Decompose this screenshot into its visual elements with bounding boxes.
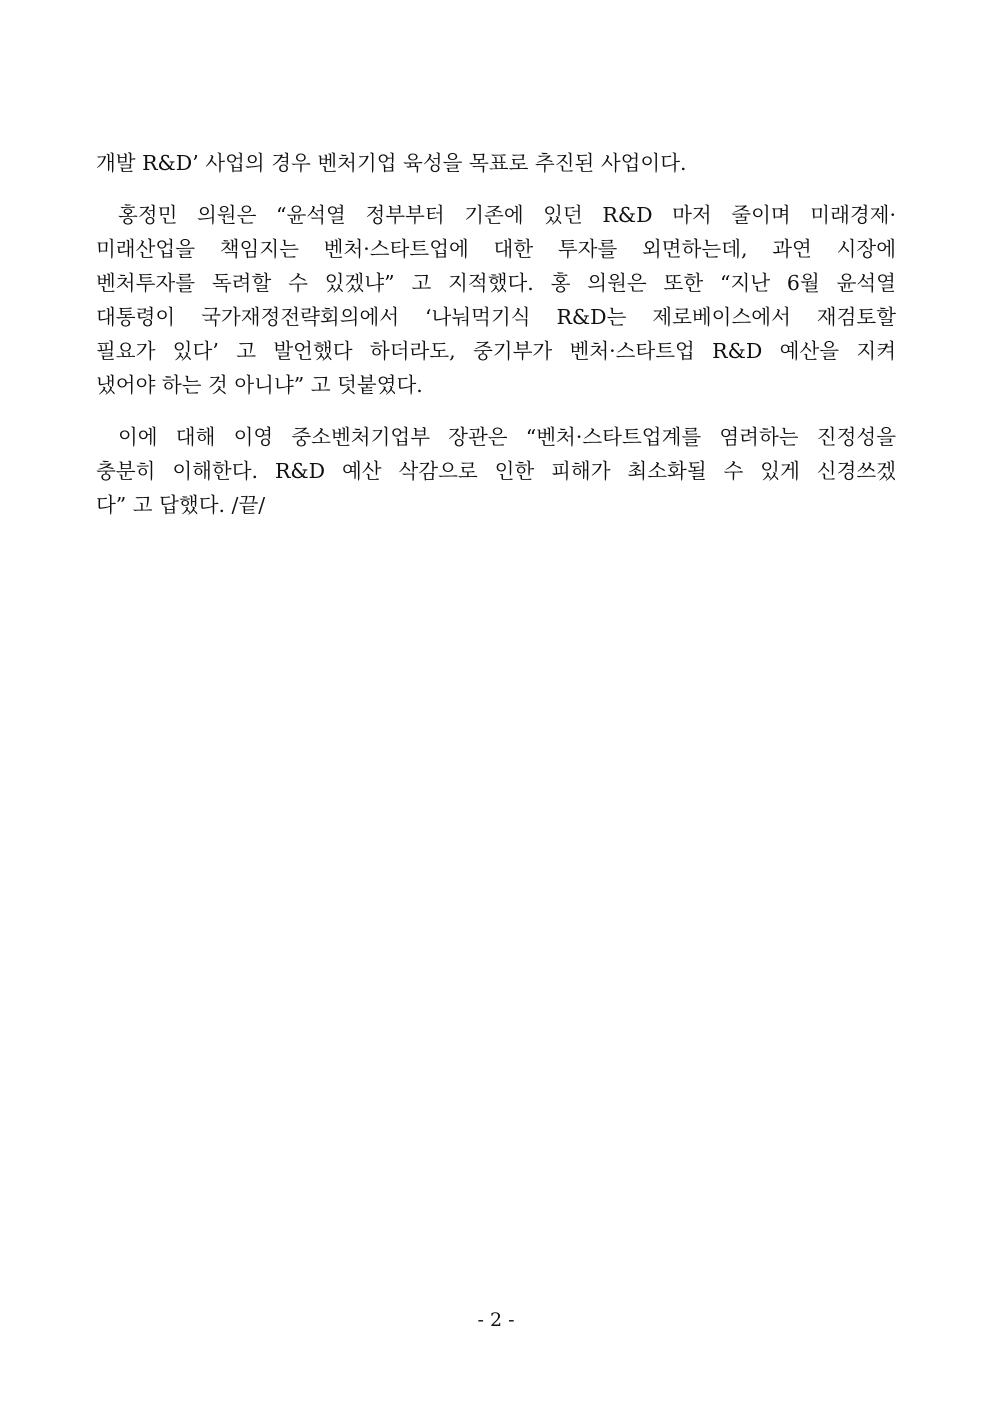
- paragraph-line: 개발 R&D’ 사업의 경우 벤처기업 육성을 목표로 추진된 사업이다.: [96, 151, 687, 175]
- paragraph-line: 다” 고 답했다. /끝/: [96, 493, 266, 517]
- paragraph-1: [96, 146, 896, 180]
- paragraph-line: 이에 대해 이영 중소벤처기업부 장관은 “벤처·스타트업계를 염려하는 진정성을: [118, 425, 896, 449]
- page-number: - 2 -: [477, 1309, 515, 1331]
- paragraph-line: 충분히 이해한다. R&D 예산 삭감으로 인한 피해가 최소화될 수 있게 신경쓰겠: [96, 459, 896, 483]
- paragraph-line: 냈어야 하는 것 아니냐” 고 덧붙였다.: [96, 373, 423, 397]
- document-body: [96, 146, 896, 540]
- paragraph-line: 미래산업을 책임지는 벤처·스타트업에 대한 투자를 외면하는데, 과연 시장에: [96, 237, 896, 261]
- paragraph-line: 벤처투자를 독려할 수 있겠냐” 고 지적했다. 홍 의원은 또한 “지난 6월 윤석열: [96, 271, 896, 295]
- paragraph-line: 필요가 있다’ 고 발언했다 하더라도, 중기부가 벤처·스타트업 R&D 예산을 지켜: [96, 339, 896, 363]
- paragraph-line: 홍정민 의원은 “윤석열 정부부터 기존에 있던 R&D 마저 줄이며 미래경제·: [118, 203, 896, 227]
- paragraph-line: 대통령이 국가재정전략회의에서 ‘나눠먹기식 R&D는 제로베이스에서 재검토할: [96, 305, 896, 329]
- paragraph-2: [96, 198, 896, 402]
- paragraph-3: [96, 420, 896, 522]
